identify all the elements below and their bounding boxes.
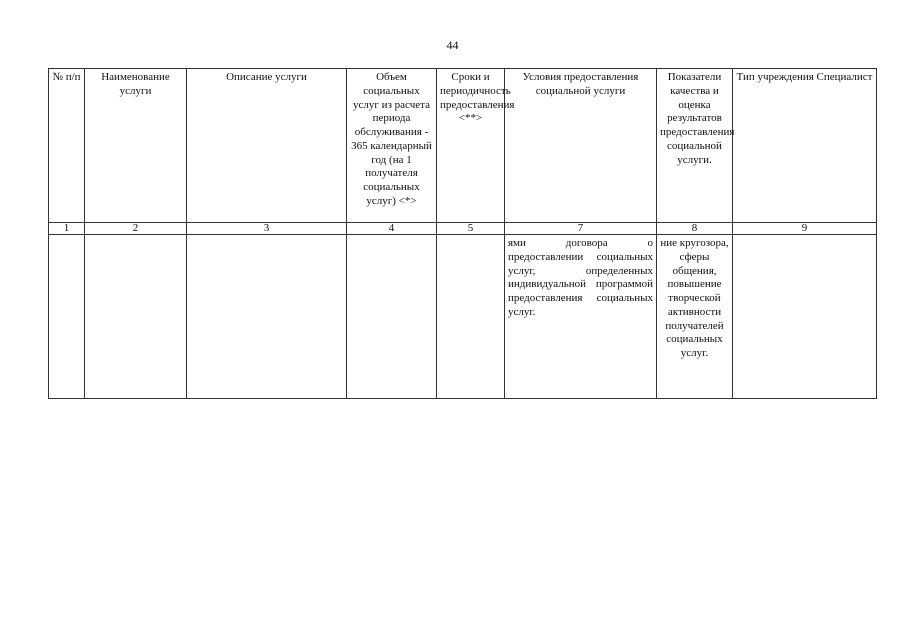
page-number: 44: [446, 38, 459, 52]
row-cell-service-name: [85, 235, 187, 399]
row-cell-number: [49, 235, 85, 399]
header-cell-service-volume: Объем социальных услуг из расчета периода обслуживания - 365 календарный год (на 1 получателя социальных услуг) <*>: [347, 69, 437, 223]
header-cell-terms-periodicity: Сроки и периодичность предоставления <**>: [437, 69, 505, 223]
header-cell-service-name: Наименование услуги: [85, 69, 187, 223]
table-row: [49, 235, 877, 399]
column-number-cell: 8: [657, 222, 733, 235]
column-number-cell: 9: [733, 222, 877, 235]
header-cell-number: № п/п: [49, 69, 85, 223]
services-table: [48, 68, 877, 399]
column-number-cell: 5: [437, 222, 505, 235]
row-cell-service-description: [187, 235, 347, 399]
row-cell-conditions: ями договора о предоставлении социальных услуг, определенных индивидуальной программой предоставления социальных услуг.: [505, 235, 657, 399]
row-cell-institution-type: [733, 235, 877, 399]
row-cell-terms-periodicity: [437, 235, 505, 399]
header-cell-institution-type: Тип учреждения Специалист: [733, 69, 877, 223]
column-number-cell: 3: [187, 222, 347, 235]
header-cell-conditions: Условия предоставления социальной услуги: [505, 69, 657, 223]
row-cell-service-volume: [347, 235, 437, 399]
table-header-row: [49, 69, 877, 223]
row-cell-quality-indicators: ние кругозора, сферы общения, повышение творческой активности получателей социальных услуг.: [657, 235, 733, 399]
header-cell-service-description: Описание услуги: [187, 69, 347, 223]
header-cell-quality-indicators: Показатели качества и оценка результатов предоставления социальной услуги.: [657, 69, 733, 223]
column-number-cell: 7: [505, 222, 657, 235]
column-number-cell: 4: [347, 222, 437, 235]
column-number-cell: 1: [49, 222, 85, 235]
column-number-cell: 2: [85, 222, 187, 235]
column-numbers-row: [49, 222, 877, 235]
